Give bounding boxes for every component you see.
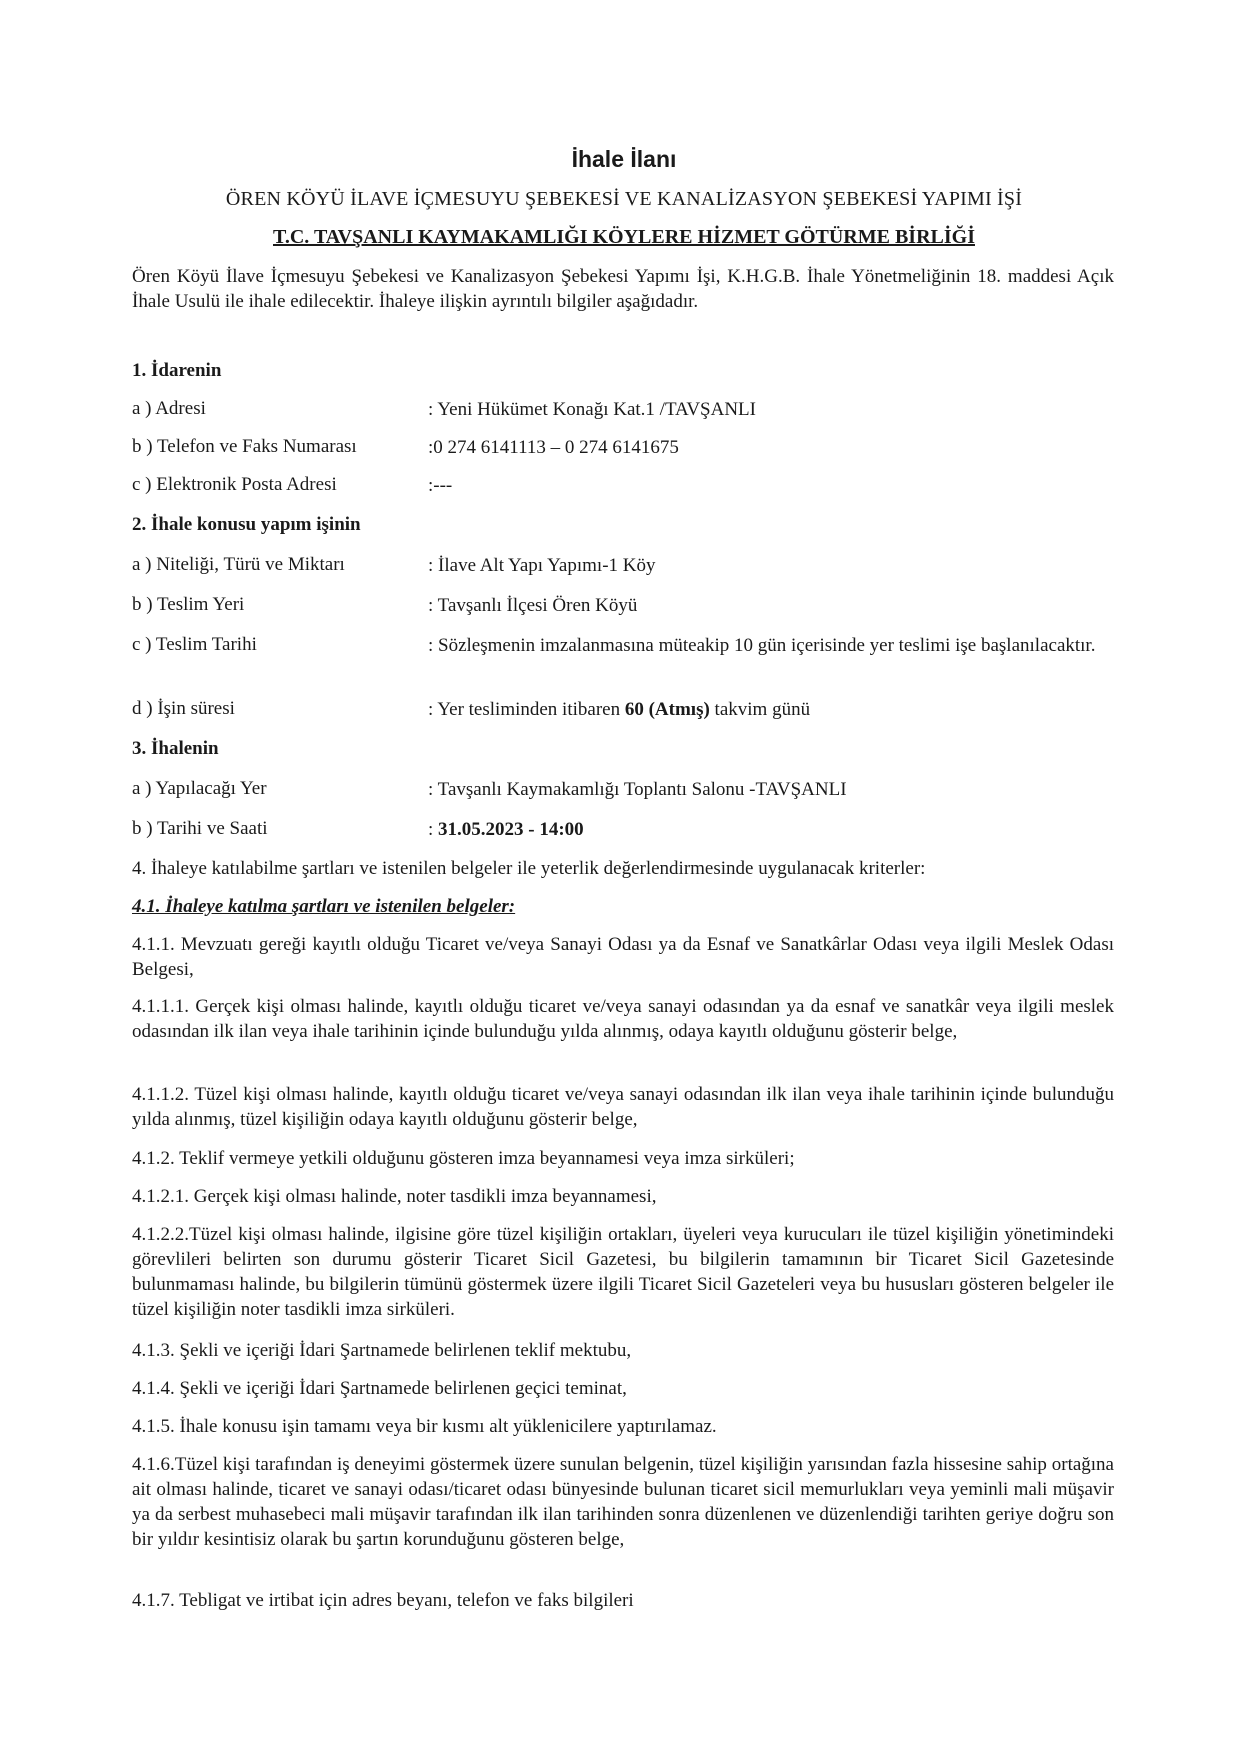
duration-days: 60 (Atmış) <box>624 699 710 720</box>
row-label: c ) Elektronik Posta Adresi <box>132 474 337 495</box>
date-prefix: : <box>428 819 439 840</box>
item-4-1-2: 4.1.2. Teklif vermeye yetkili olduğunu gösteren imza beyannamesi veya imza sirküleri; <box>132 1148 795 1169</box>
duration-prefix: : Yer tesliminden itibaren <box>428 699 625 720</box>
intro-paragraph: Ören Köyü İlave İçmesuyu Şebekesi ve Kanalizasyon Şebekesi Yapımı İşi, K.H.G.B. İhale Yönetmeliğinin 18. maddesi Açık İhale Usulü ile ihale edilecektir. İhaleye ilişkin ayrıntılı bilgiler aşağıdadır. <box>132 266 1114 312</box>
row-value: :--- <box>428 475 453 496</box>
row-value <box>428 698 1118 722</box>
document-title: İhale İlanı <box>571 146 677 172</box>
item-4-1-5: 4.1.5. İhale konusu işin tamamı veya bir kısmı alt yüklenicilere yaptırılamaz. <box>132 1416 717 1437</box>
section-4-1-heading: 4.1. İhaleye katılma şartları ve istenilen belgeler: <box>132 896 516 917</box>
row-label: a ) Niteliği, Türü ve Miktarı <box>132 554 345 575</box>
item-4-1-2-2: 4.1.2.2.Tüzel kişi olması halinde, ilgisine göre tüzel kişiliğin ortakları, üyeleri veya kurucuları ile tüzel kişiliğin yönetimindeki görevlileri belirten son durumu gösterir Ticaret Sicil Gazetesi, bu bilgilerin tamamının bir Ticaret Sicil Gazetesinde bulunmaması halinde, bu bilgilerin tümünü göstermek üzere ilgili Ticaret Sicil Gazeteleri veya bu hususları gösteren belgeler ile tüzel kişiliğin noter tasdikli imza sirküleri. <box>132 1224 1114 1320</box>
duration-suffix: takvim günü <box>709 699 811 720</box>
row-value: : Yeni Hükümet Konağı Kat.1 /TAVŞANLI <box>428 399 756 420</box>
section-3-heading: 3. İhalenin <box>132 738 219 759</box>
item-4-1-4: 4.1.4. Şekli ve içeriği İdari Şartnamede belirlenen geçici teminat, <box>132 1378 627 1399</box>
item-4-1-1: 4.1.1. Mevzuatı gereği kayıtlı olduğu Ticaret ve/veya Sanayi Odası ya da Esnaf ve Sanatkârlar Odası veya ilgili Meslek Odası Belgesi, <box>132 934 1114 980</box>
section-1-heading: 1. İdarenin <box>132 360 222 381</box>
row-value: : Tavşanlı İlçesi Ören Köyü <box>428 595 638 616</box>
row-value: : Tavşanlı Kaymakamlığı Toplantı Salonu -TAVŞANLI <box>428 779 847 800</box>
project-title: ÖREN KÖYÜ İLAVE İÇMESUYU ŞEBEKESİ VE KANALİZASYON ŞEBEKESİ YAPIMI İŞİ <box>225 188 1023 210</box>
row-label: c ) Teslim Tarihi <box>132 634 257 655</box>
row-value: : İlave Alt Yapı Yapımı-1 Köy <box>428 555 656 576</box>
row-value: : Sözleşmenin imzalanmasına müteakip 10 gün içerisinde yer teslimi işe başlanılacaktır. <box>428 635 1096 656</box>
row-value: :0 274 6141113 – 0 274 6141675 <box>428 437 679 458</box>
item-4-1-1-2: 4.1.1.2. Tüzel kişi olması halinde, kayıtlı olduğu ticaret ve/veya sanayi odasından ilk ilan veya ihale tarihinin içinde bulunduğu yılda alınmış, tüzel kişiliğin odaya kayıtlı olduğunu gösterir belge, <box>132 1084 1114 1130</box>
item-4-1-3: 4.1.3. Şekli ve içeriği İdari Şartnamede belirlenen teklif mektubu, <box>132 1340 632 1361</box>
item-4-1-6: 4.1.6.Tüzel kişi tarafından iş deneyimi göstermek üzere sunulan belgenin, tüzel kişiliğin yarısından fazla hissesine sahip ortağına ait olması halinde, ticaret ve sanayi odası/ticaret odası bünyesinde bulunan ticaret sicil memurlukları veya yeminli mali müşavir ya da serbest muhasebeci mali müşavir tarafından ilk ilan tarihinden sonra düzenlenen ve düzenlendiği tarihten geriye doğru son bir yıldır kesintisiz olarak bu şartın korunduğunu gösteren belge, <box>132 1454 1114 1550</box>
row-label: a ) Yapılacağı Yer <box>132 778 267 799</box>
organization-name: T.C. TAVŞANLI KAYMAKAMLIĞI KÖYLERE HİZMET GÖTÜRME BİRLİĞİ <box>273 226 975 248</box>
item-4-1-2-1: 4.1.2.1. Gerçek kişi olması halinde, noter tasdikli imza beyannamesi, <box>132 1186 657 1207</box>
row-label: b ) Teslim Yeri <box>132 594 245 615</box>
item-4-1-7: 4.1.7. Tebligat ve irtibat için adres beyanı, telefon ve faks bilgileri <box>132 1590 634 1611</box>
item-4-1-1-1: 4.1.1.1. Gerçek kişi olması halinde, kayıtlı olduğu ticaret ve/veya sanayi odasından ya da esnaf ve sanatkâr veya ilgili meslek odasından ilk ilan veya ihale tarihinin içinde bulunduğu yılda alınmış, odaya kayıtlı olduğunu gösterir belge, <box>132 996 1114 1042</box>
tender-date-time: 31.05.2023 - 14:00 <box>438 819 584 840</box>
section-2-heading: 2. İhale konusu yapım işinin <box>132 514 361 535</box>
row-label: d ) İşin süresi <box>132 698 235 719</box>
row-label: a ) Adresi <box>132 398 206 419</box>
section-4-heading: 4. İhaleye katılabilme şartları ve istenilen belgeler ile yeterlik değerlendirmesinde uygulanacak kriterler: <box>132 858 926 879</box>
row-value <box>428 818 1118 842</box>
row-label: b ) Telefon ve Faks Numarası <box>132 436 357 457</box>
row-label: b ) Tarihi ve Saati <box>132 818 268 839</box>
